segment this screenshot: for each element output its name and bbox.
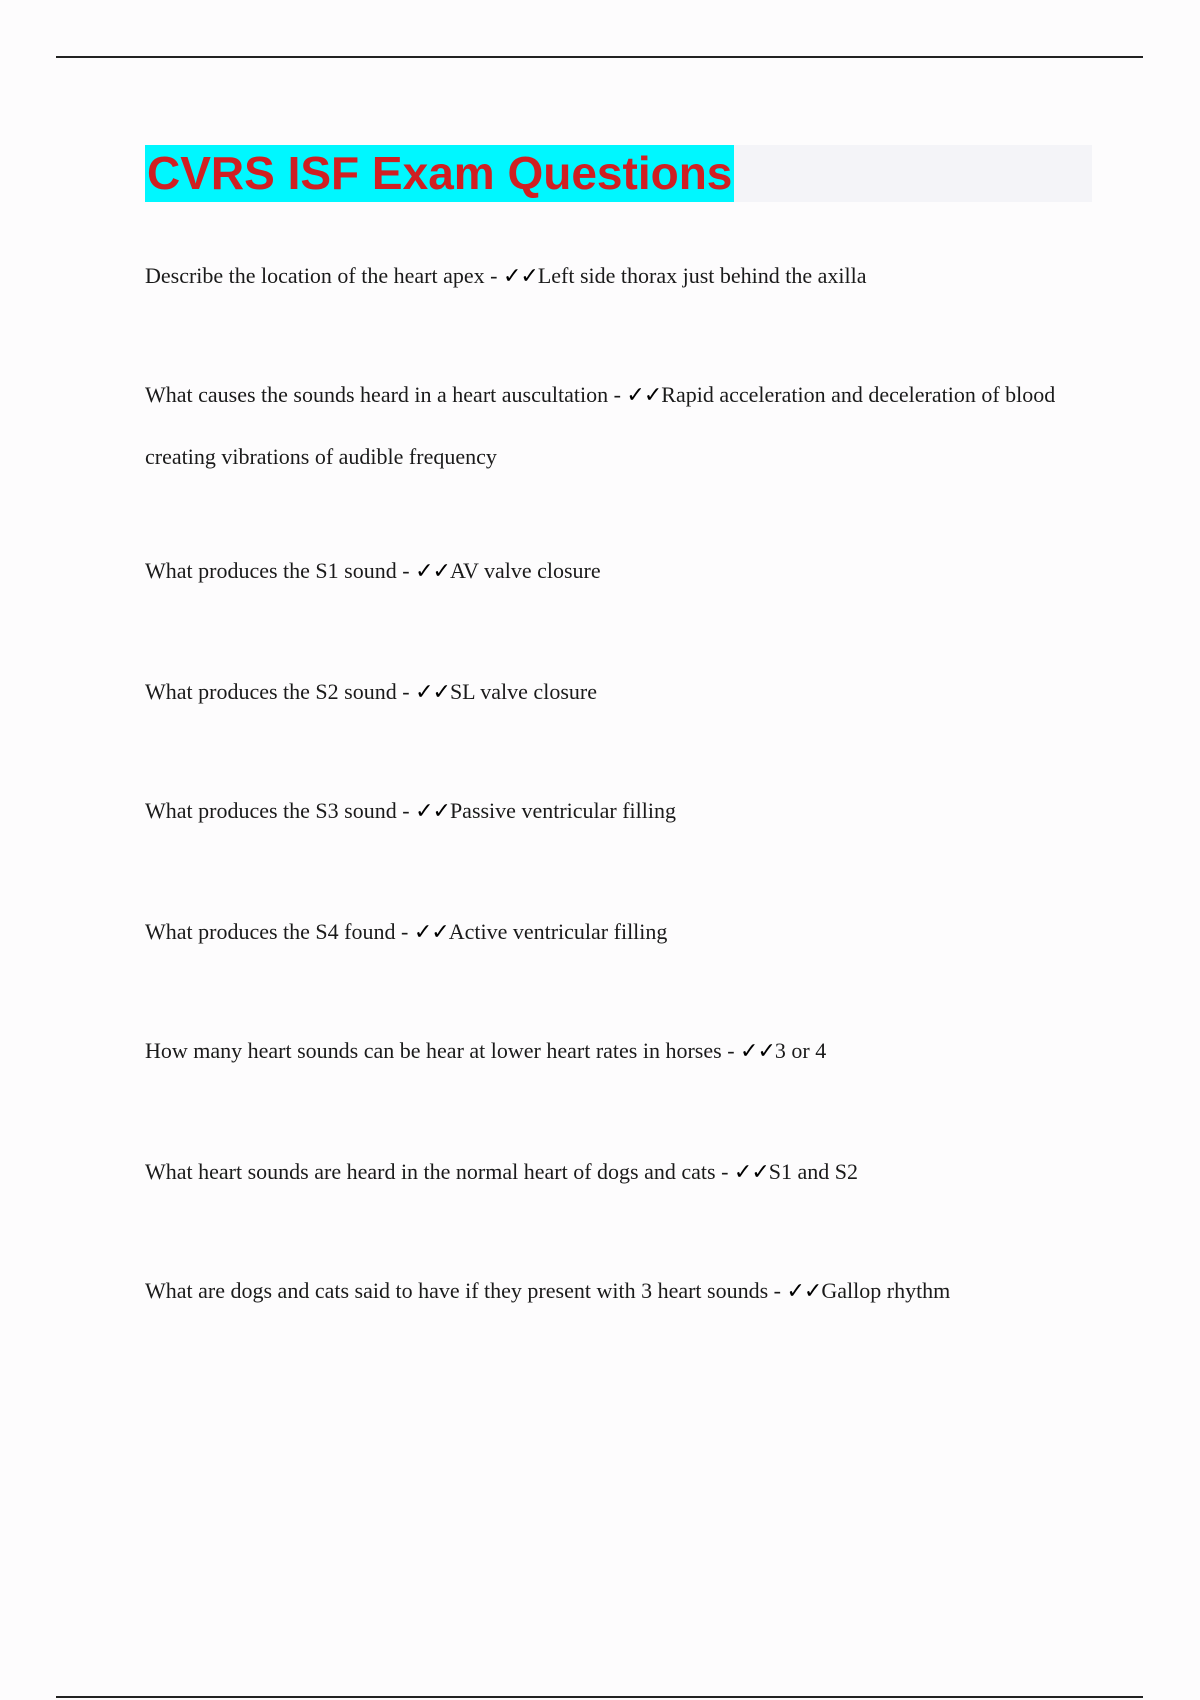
question-text: What causes the sounds heard in a heart auscultation <box>145 382 609 407</box>
separator: - <box>768 1278 787 1303</box>
separator: - <box>395 919 414 944</box>
double-check-icon: ✓✓ <box>786 1279 822 1304</box>
answer-text: AV valve closure <box>449 558 601 583</box>
question-text: What produces the S1 sound <box>145 558 397 583</box>
answer-text: 3 or 4 <box>774 1038 827 1063</box>
qa-item <box>145 1260 1085 1322</box>
double-check-icon: ✓✓ <box>413 920 449 945</box>
double-check-icon: ✓✓ <box>415 680 450 705</box>
double-check-icon: ✓✓ <box>502 264 538 289</box>
double-check-icon: ✓✓ <box>415 799 450 824</box>
separator: - <box>721 1038 741 1063</box>
separator: - <box>608 382 627 407</box>
qa-item <box>145 364 1085 487</box>
qa-item <box>145 901 1085 963</box>
answer-text: Passive ventricular filling <box>449 798 676 823</box>
question-text: What are dogs and cats said to have if they present with 3 heart sounds <box>145 1278 769 1303</box>
question-text: What produces the S2 sound <box>145 679 397 704</box>
double-check-icon: ✓✓ <box>415 559 450 584</box>
answer-text: Rapid acceleration and deceleration of blood creating vibrations of audible frequency <box>145 382 1056 469</box>
double-check-icon: ✓✓ <box>740 1039 775 1064</box>
question-text: What produces the S3 sound <box>145 798 397 823</box>
separator: - <box>396 798 416 823</box>
answer-text: SL valve closure <box>449 679 597 704</box>
question-text: What produces the S4 found <box>145 919 396 944</box>
qa-item <box>145 661 1085 723</box>
separator: - <box>396 679 416 704</box>
double-check-icon: ✓✓ <box>626 383 662 408</box>
question-text: Describe the location of the heart apex <box>145 263 485 288</box>
separator: - <box>396 558 416 583</box>
double-check-icon: ✓✓ <box>733 1160 769 1185</box>
separator: - <box>715 1159 734 1184</box>
answer-text: Left side thorax just behind the axilla <box>537 263 867 288</box>
question-text: How many heart sounds can be hear at lower heart rates in horses <box>145 1038 722 1063</box>
qa-item <box>145 540 1085 602</box>
header-rule <box>56 56 1143 58</box>
answer-text: Gallop rhythm <box>821 1278 951 1303</box>
qa-item <box>145 1141 1085 1203</box>
footer-rule <box>56 1696 1143 1698</box>
answer-text: S1 and S2 <box>768 1159 859 1184</box>
qa-item <box>145 245 1085 307</box>
answer-text: Active ventricular filling <box>448 919 668 944</box>
question-text: What heart sounds are heard in the normal heart of dogs and cats <box>145 1159 716 1184</box>
document-title: CVRS ISF Exam Questions <box>145 145 734 202</box>
separator: - <box>484 263 503 288</box>
qa-item <box>145 1020 1085 1082</box>
qa-item <box>145 780 1085 842</box>
